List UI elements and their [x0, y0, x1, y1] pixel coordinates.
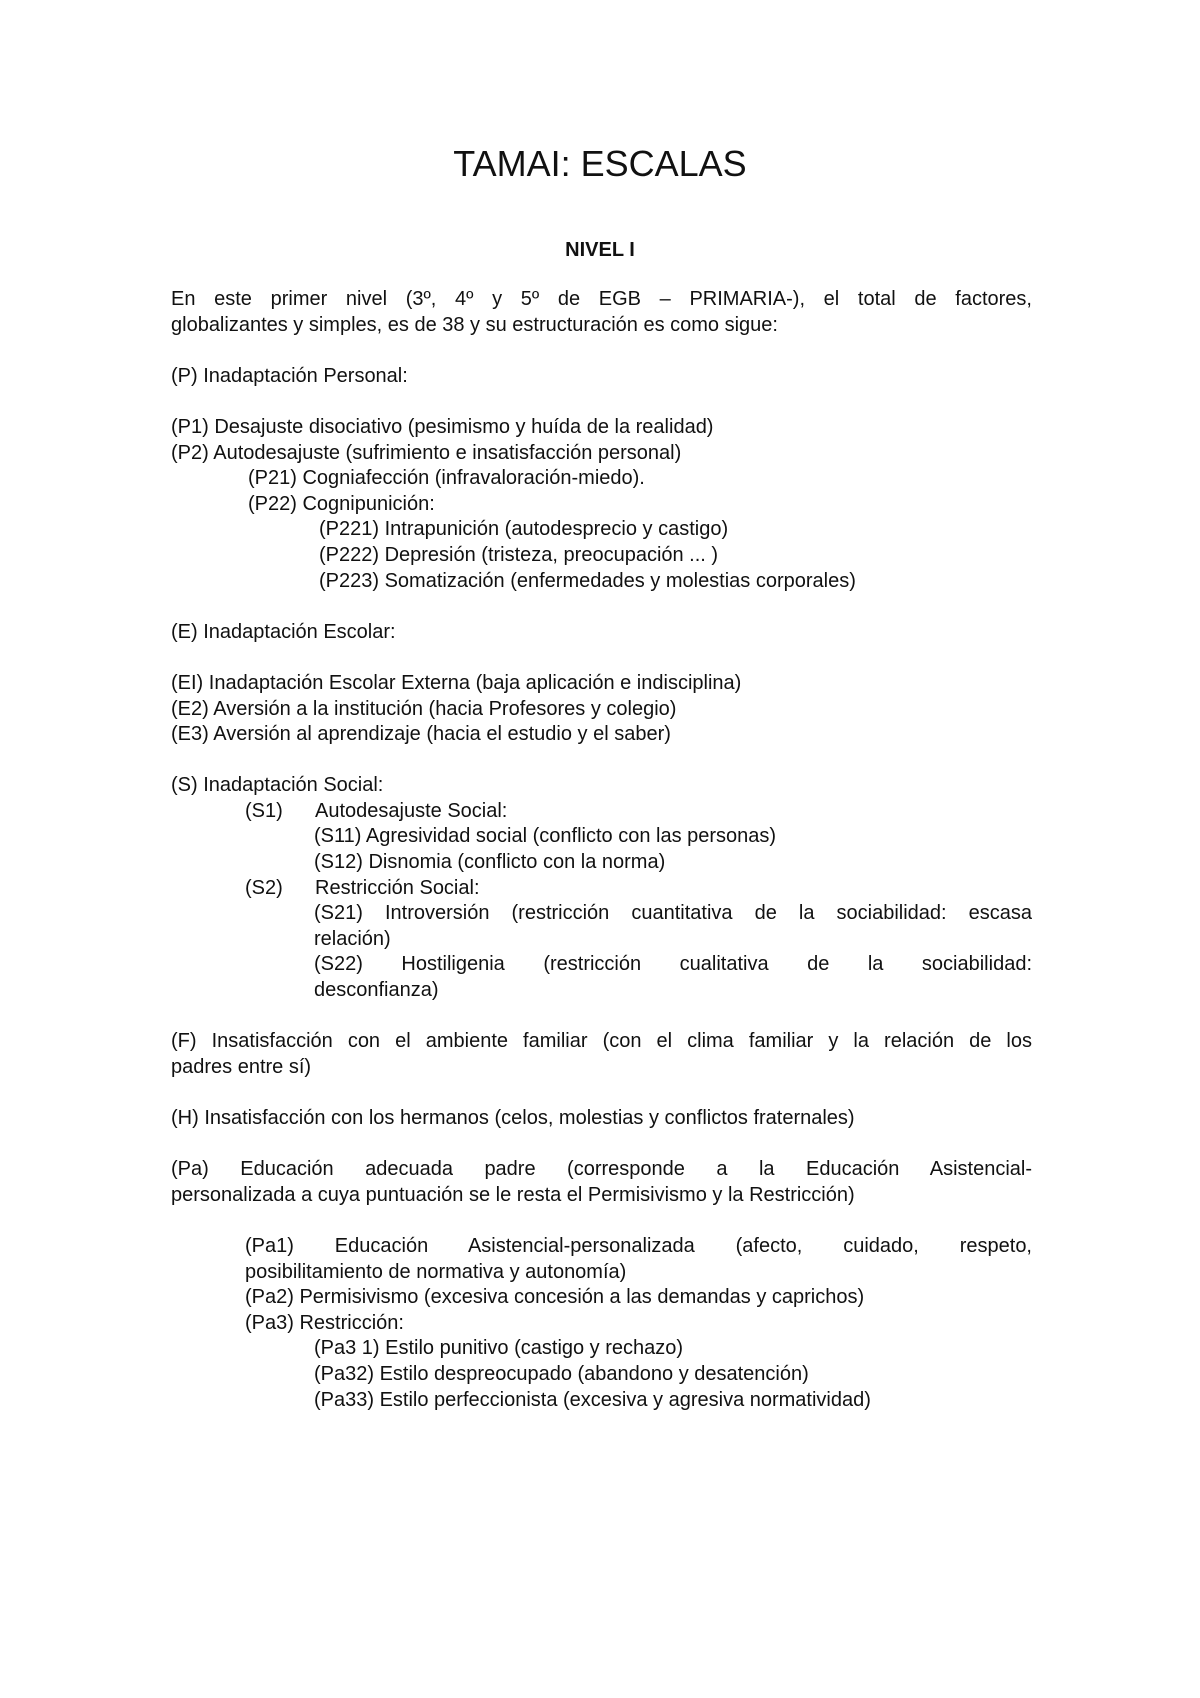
item-s2-row — [171, 876, 1032, 902]
item-e2: (E2) Aversión a la institución (hacia Profesores y colegio) — [171, 697, 677, 720]
item-pa3: (Pa3) Restricción: — [245, 1311, 404, 1334]
item-f-line-2: padres entre sí) — [171, 1055, 312, 1078]
document-title: TAMAI: ESCALAS — [453, 143, 747, 184]
item-p2: (P2) Autodesajuste (sufrimiento e insatisfacción personal) — [171, 441, 682, 464]
item-pa1-line-1: (Pa1) Educación Asistencial-personalizada (afecto, cuidado, respeto, — [245, 1234, 1032, 1257]
item-p223: (P223) Somatización (enfermedades y molestias corporales) — [319, 569, 856, 592]
item-pa2: (Pa2) Permisivismo (excesiva concesión a las demandas y caprichos) — [245, 1286, 865, 1309]
item-s21-line-1: (S21) Introversión (restricción cuantitativa de la sociabilidad: escasa — [314, 902, 1032, 925]
item-h: (H) Insatisfacción con los hermanos (celos, molestias y conflictos fraternales) — [171, 1107, 855, 1129]
item-p222: (P222) Depresión (tristeza, preocupación ... ) — [319, 543, 719, 566]
item-p221: (P221) Intrapunición (autodesprecio y castigo) — [319, 518, 729, 541]
item-p21: (P21) Cogniafección (infravaloración-miedo). — [248, 467, 645, 490]
item-pa33: (Pa33) Estilo perfeccionista (excesiva y agresiva normatividad) — [314, 1388, 871, 1411]
item-e3: (E3) Aversión al aprendizaje (hacia el estudio y el saber) — [171, 723, 671, 746]
item-s21-line-2: relación) — [314, 927, 391, 950]
document-body — [171, 287, 1032, 1413]
item-s21 — [171, 901, 1032, 952]
item-p22: (P22) Cognipunición: — [248, 492, 435, 515]
heading-s: (S) Inadaptación Social: — [171, 774, 384, 797]
item-s2-label: Restricción Social: — [315, 876, 480, 899]
intro-line-2: globalizantes y simples, es de 38 y su estructuración es como sigue: — [171, 313, 778, 336]
item-s1-label: Autodesajuste Social: — [315, 799, 508, 822]
item-s1-code: (S1) — [245, 799, 283, 822]
heading-e: (E) Inadaptación Escolar: — [171, 620, 396, 643]
item-s22-line-2: desconfianza) — [314, 979, 439, 1002]
item-pa1-line-2: posibilitamiento de normativa y autonomía) — [245, 1260, 627, 1283]
item-s1-row — [171, 799, 1032, 825]
item-pa1 — [171, 1234, 1032, 1285]
item-s22 — [171, 952, 1032, 1003]
intro-line-1: En este primer nivel (3º, 4º y 5º de EGB – PRIMARIA-), el total de factores, — [171, 288, 1032, 310]
item-p1: (P1) Desajuste disociativo (pesimismo y huída de la realidad) — [171, 415, 714, 438]
item-pa31: (Pa3 1) Estilo punitivo (castigo y rechazo) — [314, 1337, 684, 1360]
item-pa-line-2: personalizada a cuya puntuación se le resta el Permisivismo y la Restricción) — [171, 1183, 855, 1206]
item-s22-line-1: (S22) Hostiligenia (restricción cualitativa de la sociabilidad: — [314, 953, 1032, 976]
item-e1: (EI) Inadaptación Escolar Externa (baja aplicación e indisciplina) — [171, 671, 742, 694]
item-s2-code: (S2) — [245, 876, 283, 899]
item-pa-line-1: (Pa) Educación adecuada padre (corresponde a la Educación Asistencial- — [171, 1158, 1032, 1181]
heading-p: (P) Inadaptación Personal: — [171, 364, 408, 387]
item-s11: (S11) Agresividad social (conflicto con las personas) — [314, 825, 777, 848]
section-subtitle: NIVEL I — [565, 239, 635, 261]
item-s12: (S12) Disnomia (conflicto con la norma) — [314, 851, 666, 874]
item-pa32: (Pa32) Estilo despreocupado (abandono y desatención) — [314, 1362, 809, 1385]
item-f-line-1: (F) Insatisfacción con el ambiente familiar (con el clima familiar y la relación de los — [171, 1030, 1032, 1053]
